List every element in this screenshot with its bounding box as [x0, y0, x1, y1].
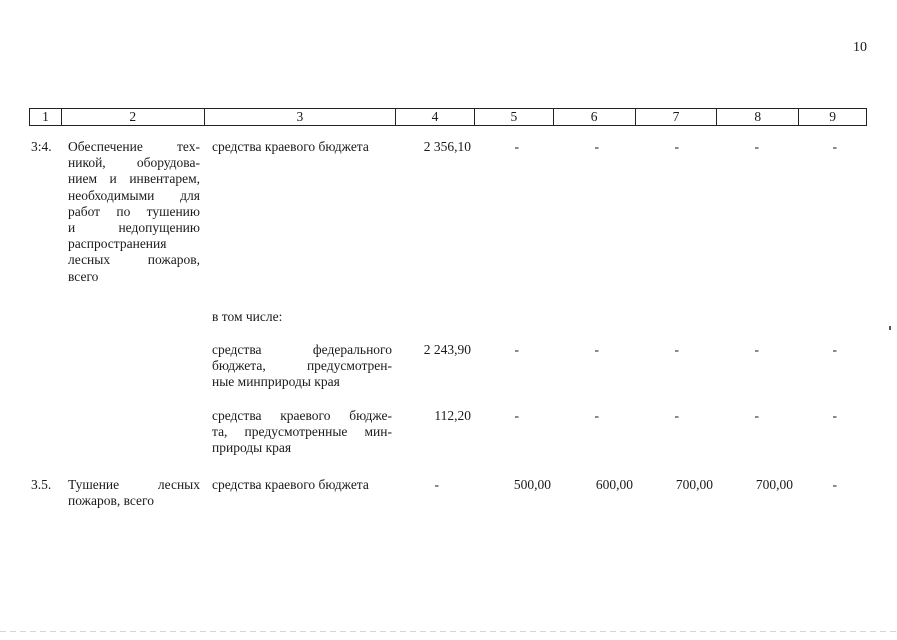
funding-source-line: ные минприроды края: [212, 374, 340, 390]
funding-source-line: природы края: [212, 440, 292, 456]
page-number: 10: [853, 40, 867, 55]
value-col-6: -: [594, 342, 599, 357]
value-col-6: -: [594, 408, 599, 423]
value-col-9: -: [832, 342, 837, 357]
row-name: [68, 477, 200, 509]
value-col-7: -: [674, 342, 679, 357]
column-header-5: 5: [475, 109, 554, 125]
value-col-9: -: [832, 139, 837, 154]
row-name-line: Тушение лесных: [68, 477, 200, 492]
value-col-5: -: [514, 342, 519, 357]
value-col-9: -: [832, 477, 837, 492]
row-name-line: и недопущению: [68, 220, 200, 236]
column-header-8: 8: [717, 109, 799, 125]
row-name-line: никой, оборудова-: [68, 155, 200, 171]
column-header-1: 1: [30, 109, 62, 125]
column-header-6: 6: [554, 109, 636, 125]
row-name-line: необходимыми для: [68, 187, 200, 203]
value-col-4: 112,20: [434, 408, 471, 423]
value-col-6: -: [594, 139, 599, 154]
value-col-8: -: [754, 342, 759, 357]
row-name: [68, 139, 200, 285]
scan-artifact-line: [0, 631, 897, 632]
value-col-7: 700,00: [675, 477, 713, 492]
value-col-8: -: [754, 139, 759, 154]
funding-source: [212, 342, 392, 391]
value-col-5: -: [514, 139, 519, 154]
row-name-line: лесных пожаров,: [68, 252, 200, 268]
value-col-4: 2 243,90: [423, 342, 471, 357]
row-name-line: нием и инвентарем,: [68, 171, 200, 187]
value-col-5: 500,00: [513, 477, 551, 492]
funding-source: [212, 139, 392, 155]
scan-speck: [889, 326, 891, 330]
value-col-5: -: [514, 408, 519, 423]
row-name-line: работ по тушению: [68, 203, 200, 219]
column-header-9: 9: [829, 109, 836, 124]
funding-source-line: бюджета, предусмотрен-: [212, 358, 392, 374]
value-col-6: 600,00: [595, 477, 633, 492]
row-name-line: пожаров, всего: [68, 493, 154, 509]
value-col-8: -: [754, 408, 759, 423]
funding-source-line: средства краевого бюджета: [212, 139, 369, 154]
value-col-4: -: [434, 477, 439, 492]
column-header-3: 3: [205, 109, 397, 125]
row-number: 3:4.: [31, 139, 52, 154]
funding-source-line: та, предусмотренные мин-: [212, 424, 392, 440]
value-col-7: -: [674, 139, 679, 154]
row-name-line: всего: [68, 268, 99, 284]
funding-source: [212, 309, 392, 325]
value-col-9: -: [832, 408, 837, 423]
column-header-row: [29, 108, 867, 126]
row-number: 3.5.: [31, 477, 52, 492]
funding-source-line: средства федерального: [212, 342, 392, 357]
row-name-line: распространения: [68, 236, 167, 252]
row-name-line: Обеспечение тех-: [68, 139, 200, 154]
column-header-4: 4: [396, 109, 475, 125]
value-col-4: 2 356,10: [423, 139, 471, 154]
funding-source: [212, 477, 392, 493]
funding-source-line: в том числе:: [212, 309, 283, 324]
column-header-7: 7: [636, 109, 718, 125]
value-col-8: 700,00: [755, 477, 793, 492]
funding-source-line: средства краевого бюджета: [212, 477, 369, 492]
column-header-2: 2: [62, 109, 205, 125]
funding-source-line: средства краевого бюдже-: [212, 408, 392, 423]
funding-source: [212, 408, 392, 457]
value-col-7: -: [674, 408, 679, 423]
